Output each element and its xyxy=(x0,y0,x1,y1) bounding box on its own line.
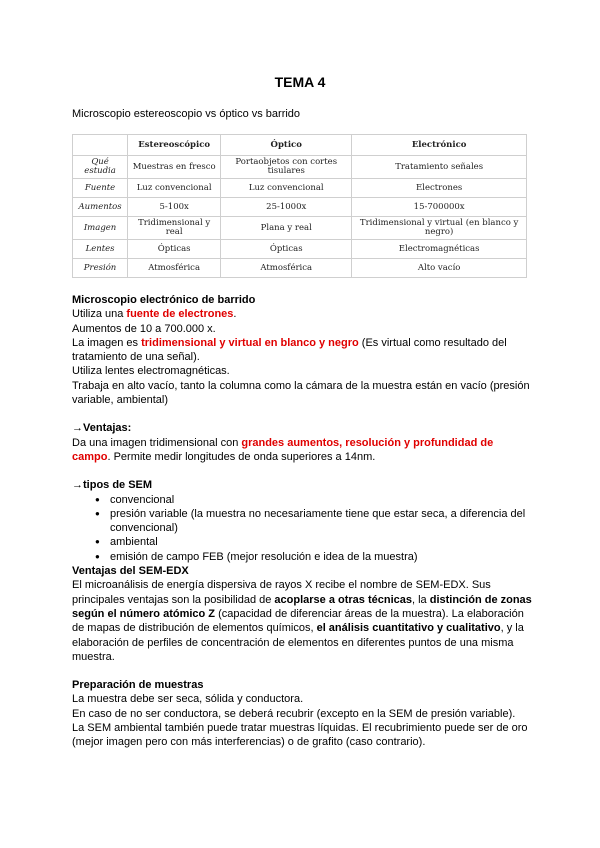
table-cell: 25-1000x xyxy=(221,198,352,217)
list-item: ● ambiental xyxy=(97,535,532,549)
table-cell: Ópticas xyxy=(128,240,221,259)
sem-line-vacuum: Trabaja en alto vacío, tanto la columna como la cámara de la muestra están en vacío (presión variable, ambiental) xyxy=(72,379,530,407)
table-row-header: Imagen xyxy=(73,217,128,240)
table-cell: Luz convencional xyxy=(128,179,221,198)
table-row-header: Presión xyxy=(73,259,128,278)
table-cell: Tratamiento señales xyxy=(352,156,527,179)
table-cell: Atmosférica xyxy=(128,259,221,278)
table-cell: Tridimensional y real xyxy=(128,217,221,240)
highlight-text: fuente de electrones xyxy=(126,308,234,321)
table-cell: Electrones xyxy=(352,179,527,198)
page-subtitle: Microscopio estereoscopio vs óptico vs barrido xyxy=(72,108,301,120)
prep-line: La SEM ambiental también puede tratar muestras líquidas. El recubrimiento puede ser de oro (mejor imagen pero con más interferencias) o de grafito (caso contrario). xyxy=(72,722,528,749)
table-cell: 5-100x xyxy=(128,198,221,217)
text-span: Utiliza una xyxy=(72,308,127,321)
table-header-cell: Óptico xyxy=(221,135,352,156)
document-body xyxy=(72,293,532,750)
sem-line-lenses: Utiliza lentes electromagnéticas. xyxy=(72,365,230,378)
sem-line-source xyxy=(72,307,532,321)
table-row xyxy=(73,217,527,240)
table-row-header: Aumentos xyxy=(73,198,128,217)
table-row-header: Lentes xyxy=(73,240,128,259)
prep-line: En caso de no ser conductora, se deberá recubrir (excepto en la SEM de presión variable). xyxy=(72,707,516,720)
section-heading-ventajas: →Ventajas: xyxy=(72,422,132,435)
list-item: ● emisión de campo FEB (mejor resolución e idea de la muestra) xyxy=(97,550,532,564)
text-span: (Es virtual como resultado del tratamiento de una señal). xyxy=(72,336,507,364)
table-cell: Alto vacío xyxy=(352,259,527,278)
table-header-cell xyxy=(73,135,128,156)
comparison-table xyxy=(72,134,527,278)
table-cell: Luz convencional xyxy=(221,179,352,198)
section-heading-sem: Microscopio electrónico de barrido xyxy=(72,294,256,306)
text-span: , y la elaboración de perfiles de concentración de elementos en diferentes puntos de una misma muestra. xyxy=(72,622,524,663)
table-row xyxy=(73,259,527,278)
text-span: La imagen es xyxy=(72,336,142,349)
edx-paragraph xyxy=(72,578,532,664)
text-span: . Permite medir longitudes de onda superiores a 14nm. xyxy=(107,450,376,463)
table-cell: Tridimensional y virtual (en blanco y negro) xyxy=(352,217,527,240)
sem-line-magnification: Aumentos de 10 a 700.000 x. xyxy=(72,322,216,335)
table-cell: Electromagnéticas xyxy=(352,240,527,259)
table-cell: Portaobjetos con cortes tisulares xyxy=(221,156,352,179)
table-row xyxy=(73,198,527,217)
prep-line: La muestra debe ser seca, sólida y conductora. xyxy=(72,693,304,706)
table-row xyxy=(73,156,527,179)
text-span: (capacidad de diferenciar áreas de la muestra). La elaboración de mapas de distribución de elementos químicos, xyxy=(72,607,524,635)
table-header-row xyxy=(73,135,527,156)
section-heading-edx: Ventajas del SEM-EDX xyxy=(72,565,189,578)
table-row-header: Fuente xyxy=(73,179,128,198)
bold-text: el análisis cuantitativo y cualitativo xyxy=(316,622,501,635)
table-cell: 15-700000x xyxy=(352,198,527,217)
section-heading-prep: Preparación de muestras xyxy=(72,679,204,692)
sem-line-image xyxy=(72,336,532,365)
table-cell: Ópticas xyxy=(221,240,352,259)
page-title: TEMA 4 xyxy=(274,74,326,90)
bold-text: distinción de zonas según el número atómico Z xyxy=(72,593,532,620)
table-row xyxy=(73,179,527,198)
text-span: . xyxy=(233,308,237,321)
table-row xyxy=(73,240,527,259)
table-cell: Plana y real xyxy=(221,217,352,240)
section-heading-tipos: →tipos de SEM xyxy=(72,479,153,492)
ventajas-text xyxy=(72,436,532,465)
bold-text: acoplarse a otras técnicas xyxy=(274,593,412,606)
table-header-cell: Estereoscópico xyxy=(128,135,221,156)
text-span: El microanálisis de energía dispersiva de rayos X recibe el nombre de SEM-EDX. Sus principales ventajas son la posibilidad de xyxy=(72,579,491,606)
highlight-text: grandes aumentos, resolución y profundidad de campo xyxy=(72,436,494,463)
text-span: , la xyxy=(411,593,430,606)
list-item: ● convencional xyxy=(97,493,532,507)
table-cell: Muestras en fresco xyxy=(128,156,221,179)
tipos-list xyxy=(72,493,532,564)
highlight-text: tridimensional y virtual en blanco y negro xyxy=(141,336,359,349)
table-header-cell: Electrónico xyxy=(352,135,527,156)
list-item: ● presión variable (la muestra no necesariamente tiene que estar seca, a diferencia del convencional) xyxy=(97,507,532,536)
table-cell: Atmosférica xyxy=(221,259,352,278)
table-row-header: Qué estudia xyxy=(73,156,128,179)
text-span: Da una imagen tridimensional con xyxy=(72,436,242,449)
